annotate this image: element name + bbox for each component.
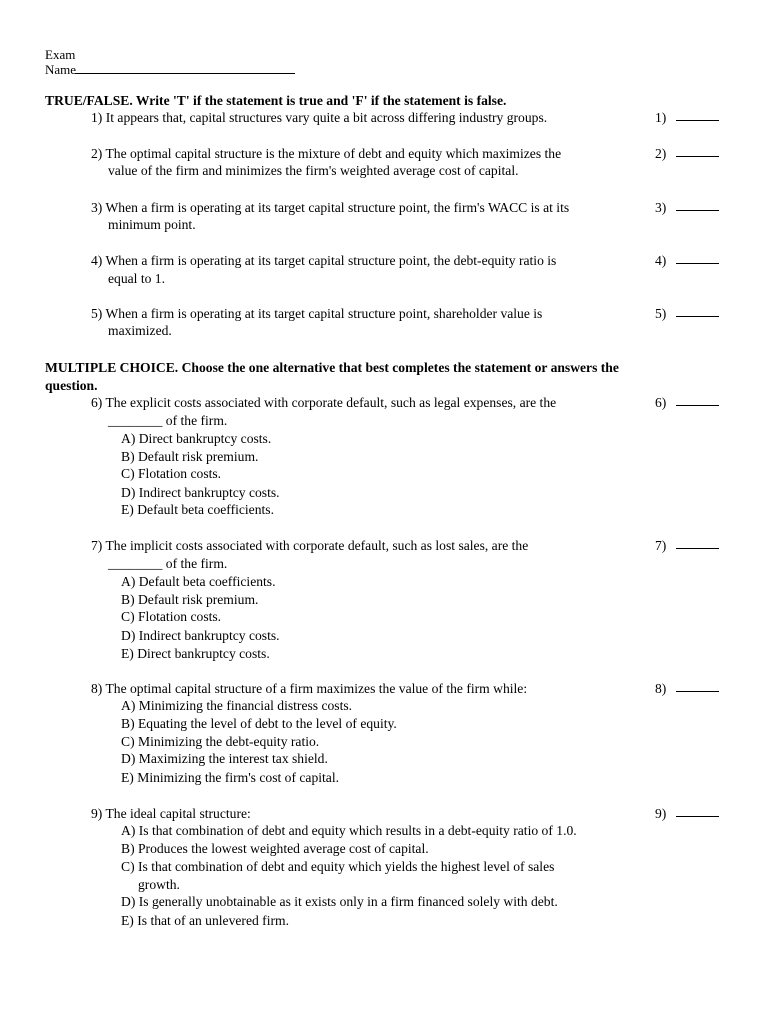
- question-stem: 5) When a firm is operating at its target capital structure point, shareholder value is: [91, 306, 543, 321]
- answer-number: 6): [655, 395, 667, 410]
- question-stem: 4) When a firm is operating at its target capital structure point, the debt-equity ratio is: [91, 253, 557, 268]
- option-a: A) Direct bankruptcy costs.: [121, 431, 272, 446]
- option-b: B) Equating the level of debt to the level of equity.: [121, 716, 397, 731]
- answer-number: 9): [655, 806, 667, 821]
- answer-number: 4): [655, 253, 667, 268]
- question-stem-cont: equal to 1.: [108, 271, 166, 286]
- option-d: D) Indirect bankruptcy costs.: [121, 628, 280, 643]
- option-e: E) Direct bankruptcy costs.: [121, 646, 270, 661]
- exam-label: Exam: [45, 47, 76, 62]
- option-c-cont: growth.: [138, 877, 180, 892]
- answer-blank[interactable]: [676, 263, 719, 264]
- option-b: B) Default risk premium.: [121, 449, 259, 464]
- answer-number: 1): [655, 110, 667, 125]
- answer-blank[interactable]: [676, 405, 719, 406]
- tf-section-heading: TRUE/FALSE. Write 'T' if the statement is true and 'F' if the statement is false.: [45, 93, 507, 108]
- option-c: C) Is that combination of debt and equity which yields the highest level of sales: [121, 859, 555, 874]
- question-stem: 1) It appears that, capital structures vary quite a bit across differing industry groups.: [91, 110, 548, 125]
- answer-blank[interactable]: [676, 156, 719, 157]
- option-a: A) Minimizing the financial distress costs.: [121, 698, 353, 713]
- answer-blank[interactable]: [676, 691, 719, 692]
- name-label: Name: [45, 62, 77, 77]
- option-a: A) Default beta coefficients.: [121, 574, 276, 589]
- answer-number: 7): [655, 538, 667, 553]
- answer-blank[interactable]: [676, 548, 719, 549]
- option-c: C) Flotation costs.: [121, 609, 222, 624]
- option-e: E) Default beta coefficients.: [121, 502, 274, 517]
- question-stem: 7) The implicit costs associated with corporate default, such as lost sales, are the: [91, 538, 529, 553]
- answer-blank[interactable]: [676, 816, 719, 817]
- answer-blank[interactable]: [676, 316, 719, 317]
- question-stem-cont: value of the firm and minimizes the firm's weighted average cost of capital.: [108, 163, 519, 178]
- option-a: A) Is that combination of debt and equity which results in a debt-equity ratio of 1.0.: [121, 823, 577, 838]
- option-b: B) Default risk premium.: [121, 592, 259, 607]
- option-c: C) Flotation costs.: [121, 466, 222, 481]
- option-b: B) Produces the lowest weighted average cost of capital.: [121, 841, 429, 856]
- option-d: D) Maximizing the interest tax shield.: [121, 751, 328, 766]
- question-stem: 6) The explicit costs associated with corporate default, such as legal expenses, are the: [91, 395, 557, 410]
- mc-section-heading: MULTIPLE CHOICE. Choose the one alternative that best completes the statement or answers the: [45, 360, 619, 375]
- question-stem-cont: minimum point.: [108, 217, 196, 232]
- question-stem-cont: ________ of the firm.: [108, 556, 228, 571]
- question-stem-cont: maximized.: [108, 323, 172, 338]
- answer-number: 8): [655, 681, 667, 696]
- answer-number: 3): [655, 200, 667, 215]
- question-stem: 9) The ideal capital structure:: [91, 806, 251, 821]
- question-stem: 3) When a firm is operating at its target capital structure point, the firm's WACC is at its: [91, 200, 570, 215]
- question-stem-cont: ________ of the firm.: [108, 413, 228, 428]
- question-stem: 8) The optimal capital structure of a firm maximizes the value of the firm while:: [91, 681, 528, 696]
- question-stem: 2) The optimal capital structure is the mixture of debt and equity which maximizes the: [91, 146, 562, 161]
- mc-section-heading-cont: question.: [45, 378, 98, 393]
- option-d: D) Indirect bankruptcy costs.: [121, 485, 280, 500]
- answer-blank[interactable]: [676, 210, 719, 211]
- answer-number: 5): [655, 306, 667, 321]
- option-e: E) Minimizing the firm's cost of capital.: [121, 770, 340, 785]
- option-e: E) Is that of an unlevered firm.: [121, 913, 289, 928]
- option-c: C) Minimizing the debt-equity ratio.: [121, 734, 320, 749]
- answer-blank[interactable]: [676, 120, 719, 121]
- option-d: D) Is generally unobtainable as it exists only in a firm financed solely with debt.: [121, 894, 558, 909]
- name-field-line[interactable]: [75, 73, 295, 74]
- answer-number: 2): [655, 146, 667, 161]
